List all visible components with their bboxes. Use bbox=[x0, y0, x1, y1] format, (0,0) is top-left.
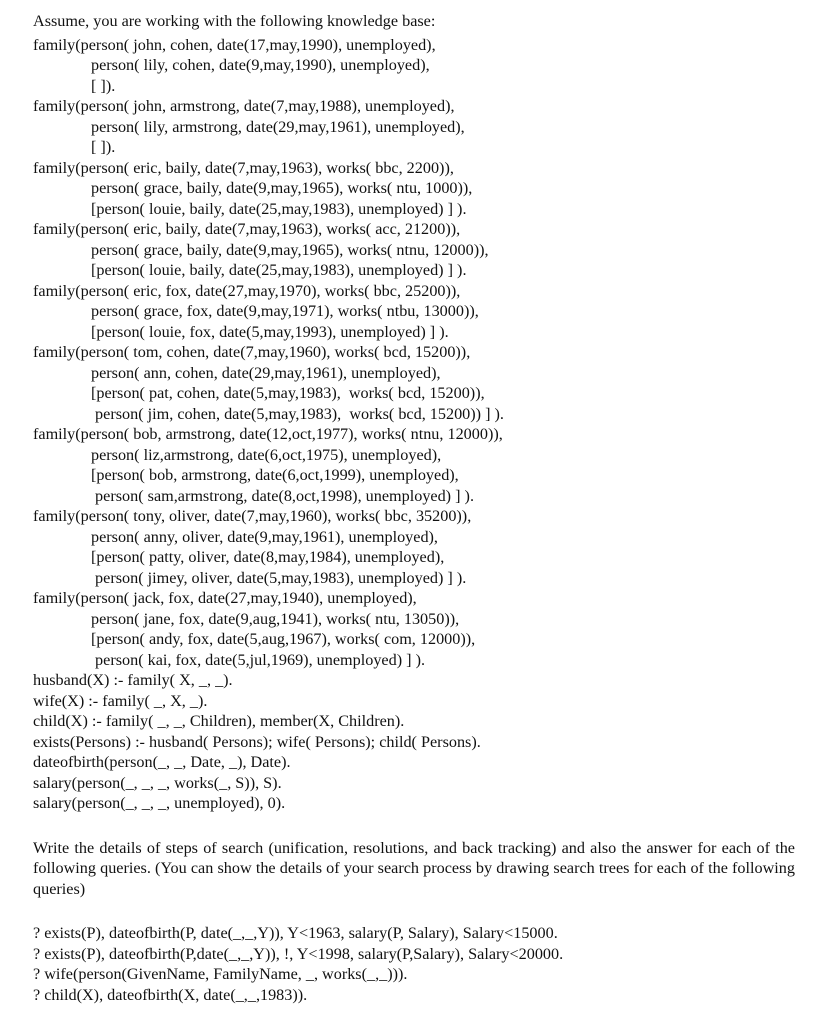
query-line: ? exists(P), dateofbirth(P, date(_,_,Y)), Y<1963, salary(P, Salary), Salary<15000. bbox=[33, 924, 558, 942]
fact-head: family(person( jack, fox, date(27,may,1940), unemployed), bbox=[33, 589, 417, 607]
fact-line: person( grace, baily, date(9,may,1965), works( ntu, 1000)), bbox=[91, 179, 473, 197]
fact-head: family(person( tony, oliver, date(7,may,1960), works( bbc, 35200)), bbox=[33, 507, 472, 525]
fact-block bbox=[33, 158, 803, 220]
fact-line: person( kai, fox, date(5,jul,1969), unemployed) ] ). bbox=[91, 650, 426, 669]
fact-block bbox=[33, 424, 803, 506]
document bbox=[33, 11, 803, 1005]
fact-line: [ ]). bbox=[91, 138, 116, 156]
rule-line: dateofbirth(person(_, _, Date, _), Date). bbox=[33, 753, 291, 771]
fact-block bbox=[33, 342, 803, 424]
fact-line: [person( patty, oliver, date(8,may,1984), unemployed), bbox=[91, 548, 445, 566]
fact-line: [person( louie, baily, date(25,may,1983), unemployed) ] ). bbox=[91, 261, 467, 279]
query-list bbox=[33, 923, 803, 1005]
fact-line: [person( pat, cohen, date(5,may,1983), works( bcd, 15200)), bbox=[91, 384, 485, 402]
query-line: ? child(X), dateofbirth(X, date(_,_,1983)). bbox=[33, 985, 308, 1004]
fact-line: [person( andy, fox, date(5,aug,1967), works( com, 12000)), bbox=[91, 630, 476, 648]
fact-head: family(person( eric, baily, date(7,may,1963), works( acc, 21200)), bbox=[33, 220, 461, 238]
rule-line: salary(person(_, _, _, unemployed), 0). bbox=[33, 794, 286, 812]
fact-block bbox=[33, 281, 803, 343]
fact-block bbox=[33, 506, 803, 588]
knowledge-base-rules bbox=[33, 670, 803, 814]
query-line: ? wife(person(GivenName, FamilyName, _, works(_,_))). bbox=[33, 965, 408, 983]
knowledge-base-facts bbox=[33, 35, 803, 671]
fact-head: family(person( bob, armstrong, date(12,oct,1977), works( ntnu, 12000)), bbox=[33, 425, 503, 443]
rule-line: salary(person(_, _, _, works(_, S)), S). bbox=[33, 773, 282, 792]
fact-head: family(person( eric, fox, date(27,may,1970), works( bbc, 25200)), bbox=[33, 281, 461, 300]
rule-line: wife(X) :- family( _, X, _). bbox=[33, 691, 208, 710]
fact-line: [person( louie, fox, date(5,may,1993), unemployed) ] ). bbox=[91, 322, 449, 341]
rule-line: exists(Persons) :- husband( Persons); wife( Persons); child( Persons). bbox=[33, 732, 481, 751]
fact-head: family(person( john, cohen, date(17,may,1990), unemployed), bbox=[33, 35, 436, 54]
fact-line: person( ann, cohen, date(29,may,1961), unemployed), bbox=[91, 363, 441, 382]
fact-line: person( jimey, oliver, date(5,may,1983), unemployed) ] ). bbox=[91, 568, 467, 587]
fact-line: person( grace, baily, date(9,may,1965), works( ntnu, 12000)), bbox=[91, 240, 489, 259]
fact-block bbox=[33, 35, 803, 97]
fact-line: person( jane, fox, date(9,aug,1941), works( ntu, 13050)), bbox=[91, 609, 460, 628]
rule-line: child(X) :- family( _, _, Children), member(X, Children). bbox=[33, 712, 405, 730]
fact-block bbox=[33, 219, 803, 281]
fact-head: family(person( john, armstrong, date(7,may,1988), unemployed), bbox=[33, 97, 455, 115]
fact-line: person( liz,armstrong, date(6,oct,1975), unemployed), bbox=[91, 445, 442, 464]
fact-line: person( lily, armstrong, date(29,may,1961), unemployed), bbox=[91, 117, 465, 136]
fact-line: person( anny, oliver, date(9,may,1961), unemployed), bbox=[91, 527, 438, 546]
fact-line: person( jim, cohen, date(5,may,1983), works( bcd, 15200)) ] ). bbox=[91, 404, 504, 423]
query-line: ? exists(P), dateofbirth(P,date(_,_,Y)), !, Y<1998, salary(P,Salary), Salary<20000. bbox=[33, 944, 564, 963]
fact-line: person( sam,armstrong, date(8,oct,1998), unemployed) ] ). bbox=[91, 486, 474, 505]
rule-line: husband(X) :- family( X, _, _). bbox=[33, 671, 233, 689]
fact-line: person( grace, fox, date(9,may,1971), works( ntbu, 13000)), bbox=[91, 302, 479, 320]
fact-block bbox=[33, 588, 803, 670]
instructions-paragraph: Write the details of steps of search (unification, resolutions, and back tracking) and also the answer for each of the following queries. (You can show the details of your search process by drawing search trees for each of the following queries) bbox=[33, 838, 795, 898]
fact-line: [person( louie, baily, date(25,may,1983), unemployed) ] ). bbox=[91, 199, 467, 218]
fact-line: [person( bob, armstrong, date(6,oct,1999), unemployed), bbox=[91, 466, 459, 484]
fact-block bbox=[33, 96, 803, 158]
fact-line: [ ]). bbox=[91, 76, 116, 95]
fact-head: family(person( tom, cohen, date(7,may,1960), works( bcd, 15200)), bbox=[33, 343, 471, 361]
intro-text: Assume, you are working with the following knowledge base: bbox=[33, 12, 436, 30]
fact-line: person( lily, cohen, date(9,may,1990), unemployed), bbox=[91, 56, 430, 74]
fact-head: family(person( eric, baily, date(7,may,1963), works( bbc, 2200)), bbox=[33, 158, 454, 177]
